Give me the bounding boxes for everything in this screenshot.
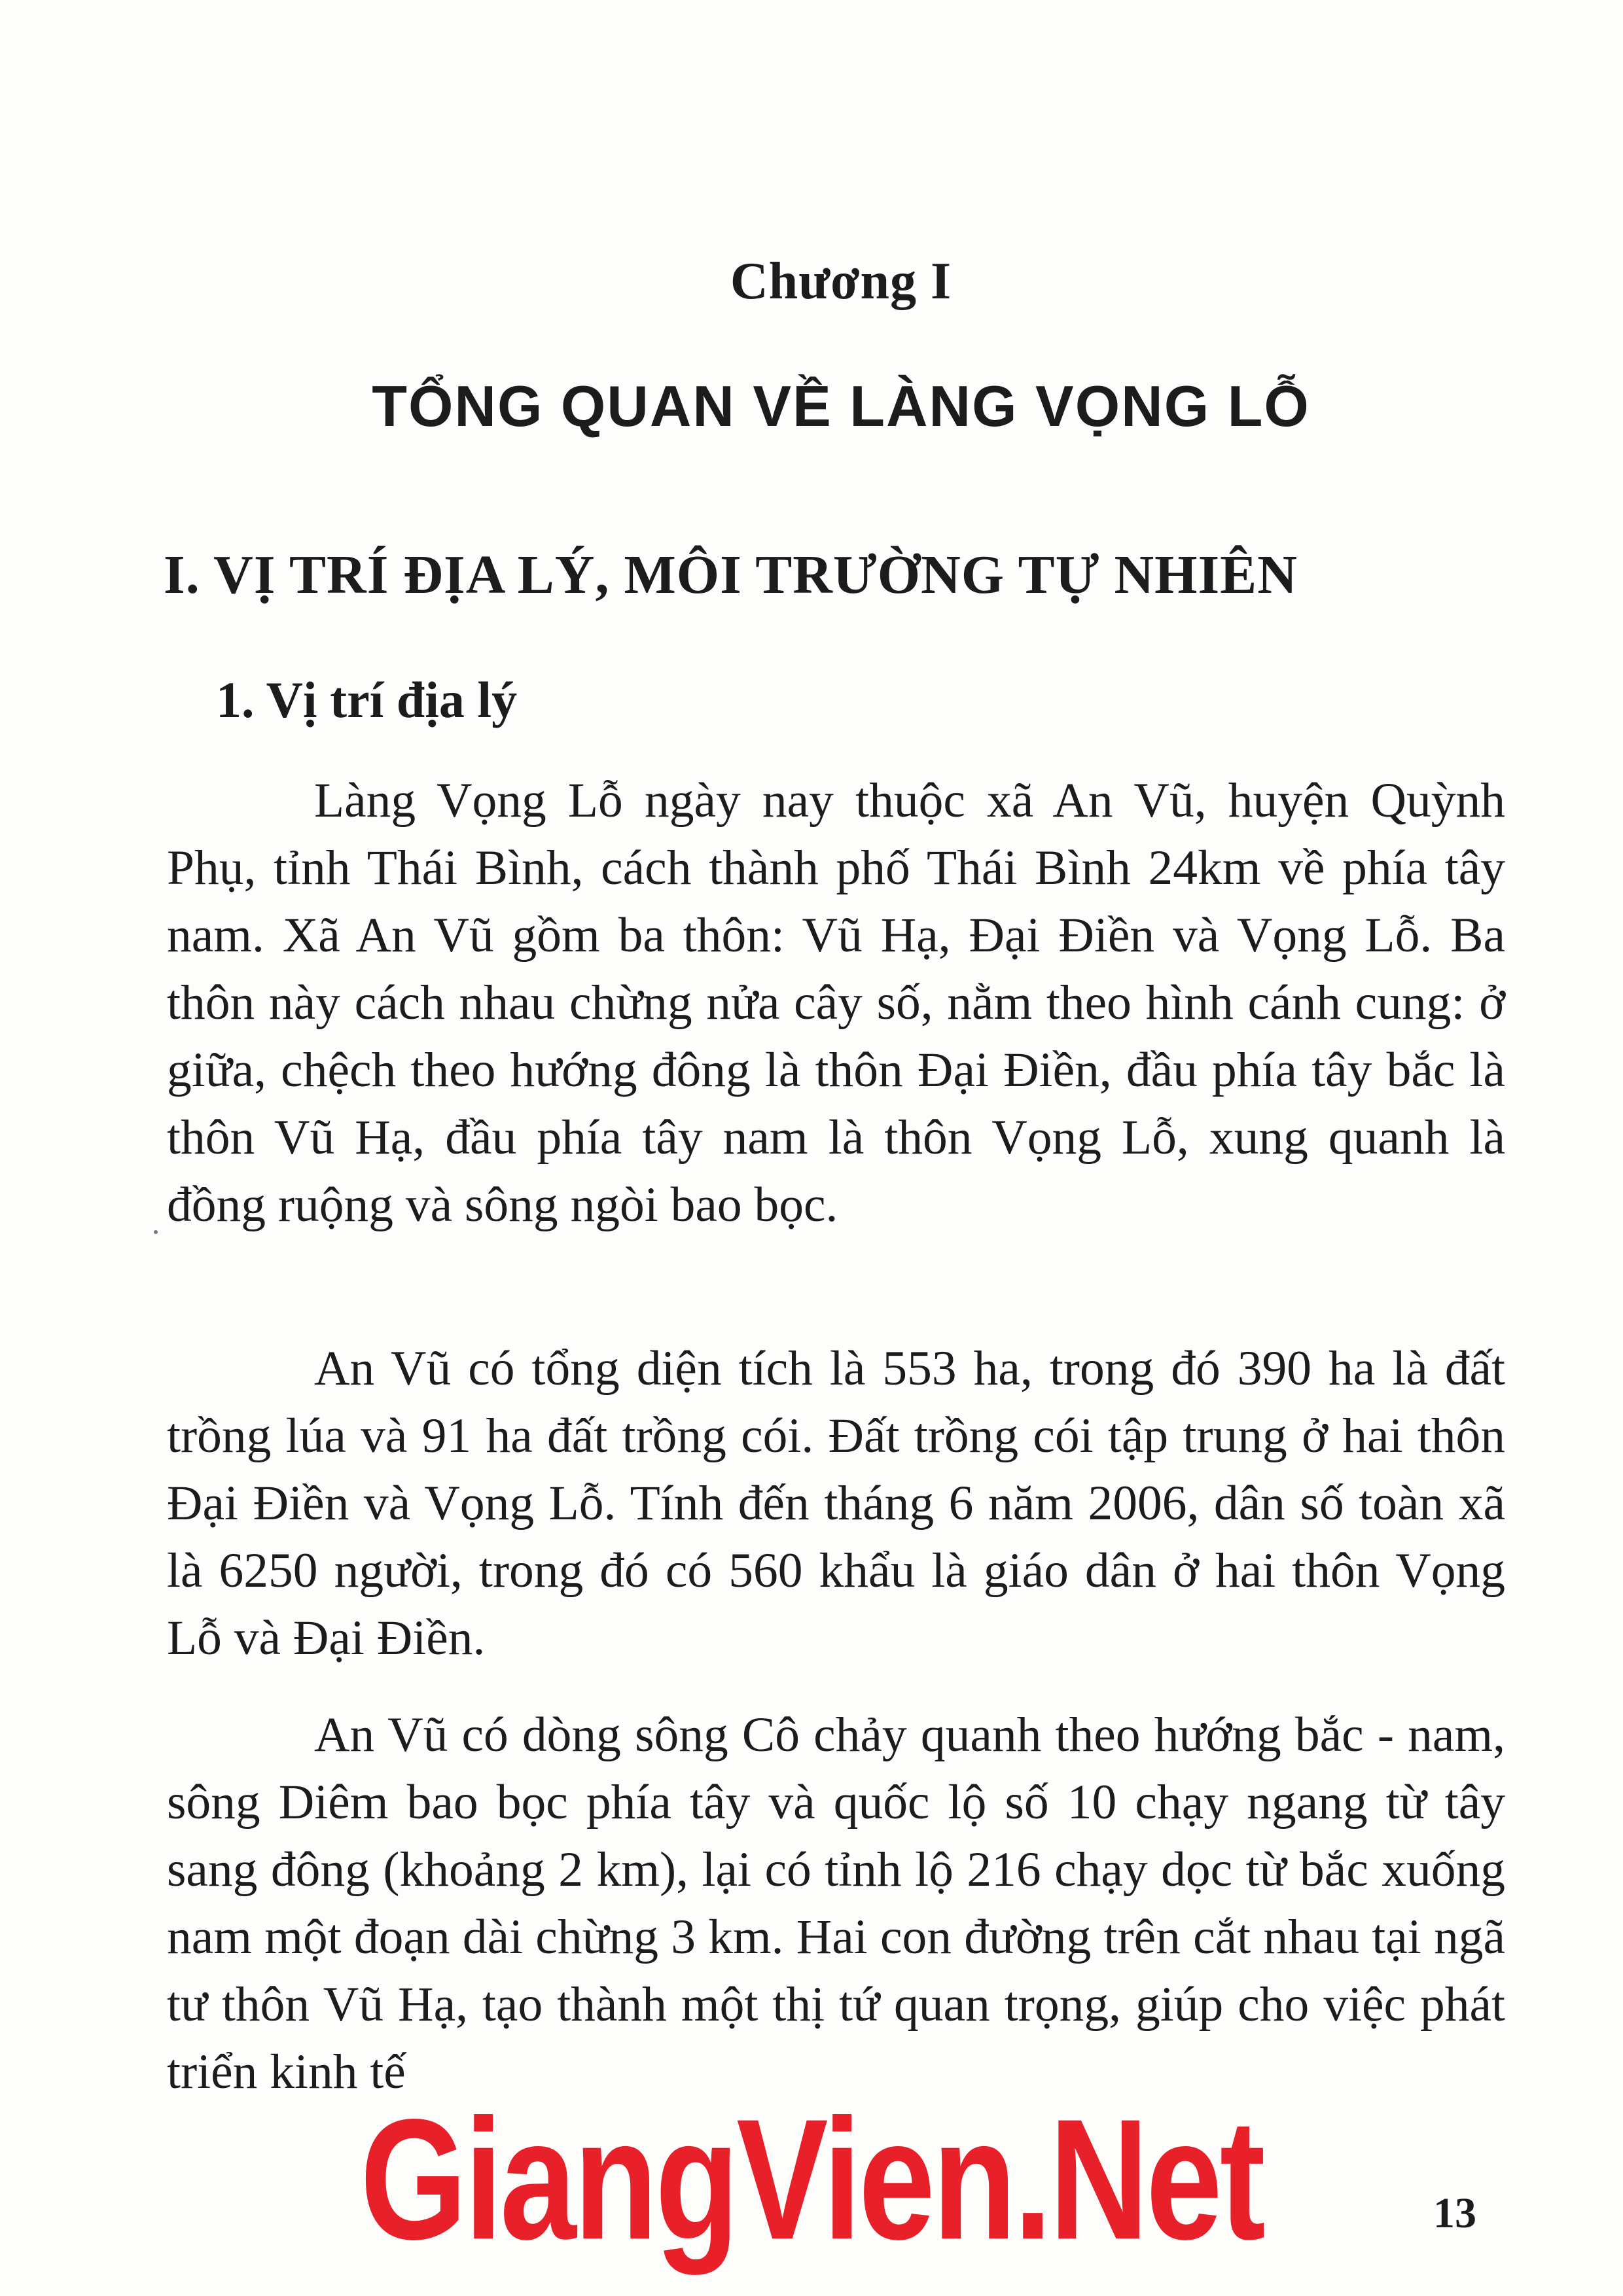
chapter-title: TỔNG QUAN VỀ LÀNG VỌNG LỖ (372, 374, 1310, 438)
watermark-logo: GiangVien.Net (360, 2083, 1263, 2276)
paragraph-location: Làng Vọng Lỗ ngày nay thuộc xã An Vũ, huyện Quỳnh Phụ, tỉnh Thái Bình, cách thành phố Thái Bình 24km về phía tây nam. Xã An Vũ gồm ba thôn: Vũ Hạ, Đại Điền và Vọng Lỗ. Ba thôn này cách nhau chừng nửa cây số, nằm theo hình cánh cung: ở giữa, chệch theo hướng đông là thôn Đại Điền, đầu phía tây bắc là thôn Vũ Hạ, đầu phía tây nam là thôn Vọng Lỗ, xung quanh là đồng ruộng và sông ngòi bao bọc. (167, 773, 1505, 1232)
chapter-label: Chương I (730, 253, 952, 310)
subsection-heading: 1. Vị trí địa lý (216, 671, 518, 728)
paragraph-area-population: An Vũ có tổng diện tích là 553 ha, trong đó 390 ha là đất trồng lúa và 91 ha đất trồng cói. Đất trồng cói tập trung ở hai thôn Đại Điền và Vọng Lỗ. Tính đến tháng 6 năm 2006, dân số toàn xã là 6250 người, trong đó có 560 khẩu là giáo dân ở hai thôn Vọng Lỗ và Đại Điền. (167, 1341, 1505, 1665)
paragraph-rivers-roads: An Vũ có dòng sông Cô chảy quanh theo hướng bắc - nam, sông Diêm bao bọc phía tây và quốc lộ số 10 chạy ngang từ tây sang đông (khoảng 2 km), lại có tỉnh lộ 216 chạy dọc từ bắc xuống nam một đoạn dài chừng 3 km. Hai con đường trên cắt nhau tại ngã tư thôn Vũ Hạ, tạo thành một thị tứ quan trọng, giúp cho việc phát triển kinh tế (167, 1708, 1505, 2099)
section-heading: I. VỊ TRÍ ĐỊA LÝ, MÔI TRƯỜNG TỰ NHIÊN (164, 544, 1298, 605)
page-number: 13 (1433, 2189, 1476, 2237)
scan-speck (154, 1230, 158, 1234)
